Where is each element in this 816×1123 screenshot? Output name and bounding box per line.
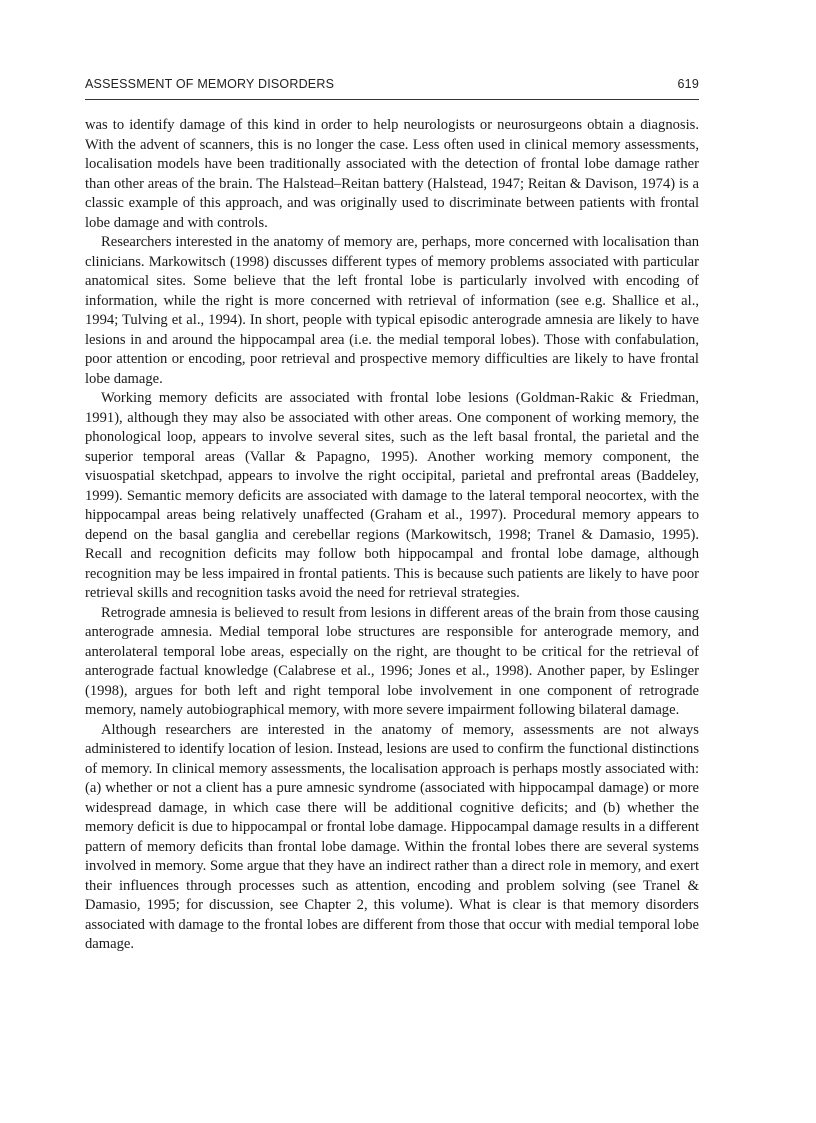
paragraph-working-memory: Working memory deficits are associated with frontal lobe lesions (Goldman-Rakic & Friedman, 1991), although they may also be associated with other areas. One component of working memory, the phonological loop, appears to involve several sites, such as the left basal frontal, the parietal and the superior temporal areas (Vallar & Papagno, 1995). Another working memory component, the visuospatial sketchpad, appears to involve the right occipital, parietal and prefrontal areas (Baddeley, 1999). Semantic memory deficits are associated with damage to the lateral temporal neocortex, with the hippocampal areas being relatively unaffected (Graham et al., 1997). Procedural memory appears to depend on the basal ganglia and cerebellar regions (Markowitsch, 1998; Tranel & Damasio, 1995). Recall and recognition deficits may follow both hippocampal and frontal lobe damage, although recognition may be less impaired in frontal patients. This is because such patients are likely to have poor retrieval skills and recognition tasks avoid the need for retrieval strategies. <box>85 390 699 601</box>
running-head <box>85 77 699 97</box>
paragraph-retrograde-amnesia: Retrograde amnesia is believed to result from lesions in different areas of the brain from those causing anterograde amnesia. Medial temporal lobe structures are responsible for anterograde memory, and anterolateral temporal lobe areas, especially on the right, are thought to be critical for the retrieval of anterograde factual knowledge (Calabrese et al., 1996; Jones et al., 1998). Another paper, by Eslinger (1998), argues for both left and right temporal lobe involvement in one component of retrograde memory, namely autobiographical memory, with more severe impairment following bilateral damage. <box>85 604 699 718</box>
page-number: 619 <box>677 77 699 91</box>
body-text <box>85 116 699 955</box>
header-rule <box>85 99 699 100</box>
paragraph-continued: was to identify damage of this kind in order to help neurologists or neurosurgeons obtain a diagnosis. With the advent of scanners, this is no longer the case. Less often used in clinical memory assessments, localisation models have been traditionally associated with the detection of frontal lobe damage rather than other areas of the brain. The Halstead–Reitan battery (Halstead, 1947; Reitan & Davison, 1974) is a classic example of this approach, and was originally used to discriminate between patients with frontal lobe damage and with controls. <box>85 117 699 231</box>
paragraph-localisation-research: Researchers interested in the anatomy of memory are, perhaps, more concerned with localisation than clinicians. Markowitsch (1998) discusses different types of memory problems associated with particular anatomical sites. Some believe that the left frontal lobe is particularly involved with encoding of information, while the right is more concerned with retrieval of information (see e.g. Shallice et al., 1994; Tulving et al., 1994). In short, people with typical episodic anterograde amnesia are likely to have lesions in and around the hippocampal area (i.e. the medial temporal lobes). Those with confabulation, poor attention or encoding, poor retrieval and prospective memory difficulties are likely to have frontal lobe damage. <box>85 234 699 387</box>
running-title: ASSESSMENT OF MEMORY DISORDERS <box>85 77 335 91</box>
paragraph-clinical-assessment: Although researchers are interested in the anatomy of memory, assessments are not always administered to identify location of lesion. Instead, lesions are used to confirm the functional distinctions of memory. In clinical memory assessments, the localisation approach is perhaps mostly associated with: (a) whether or not a client has a pure amnesic syndrome (associated with hippocampal damage) or more widespread damage, in which case there will be additional cognitive deficits; and (b) whether the memory deficit is due to hippocampal or frontal lobe damage. Hippocampal damage results in a different pattern of memory deficits than frontal lobe damage. Within the frontal lobes there are several systems involved in memory. Some argue that they have an indirect rather than a direct role in memory, and exert their influences through processes such as attention, encoding and problem solving (see Tranel & Damasio, 1995; for discussion, see Chapter 2, this volume). What is clear is that memory disorders associated with damage to the frontal lobes are different from those that occur with medial temporal lobe damage. <box>85 721 699 952</box>
